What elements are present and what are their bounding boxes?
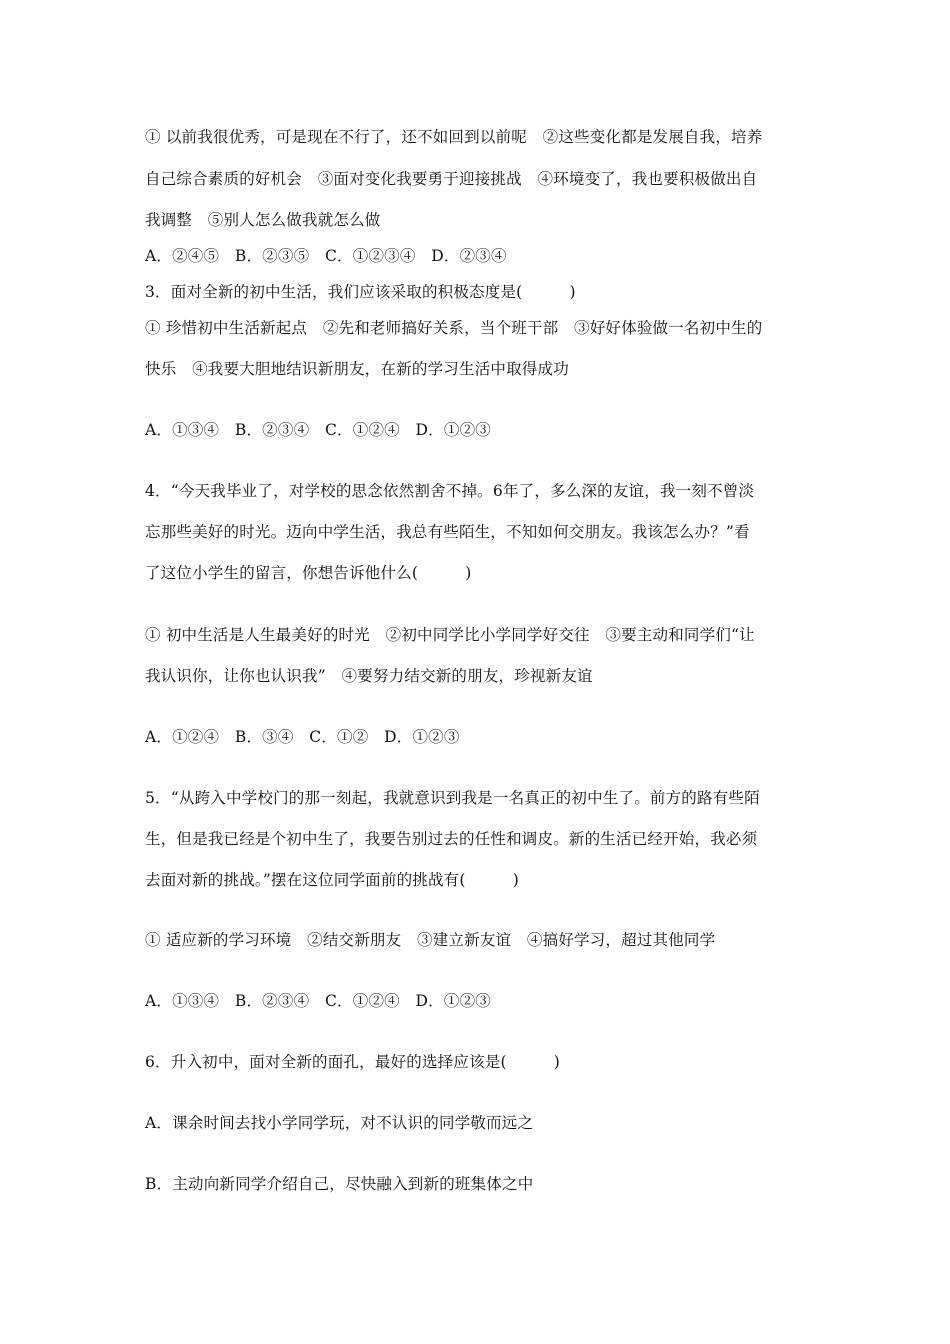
q4-options-line-1: ① 初中生活是人生最美好的时光 ②初中同学比小学同学好交往 ③要主动和同学们“让 [145, 626, 755, 644]
q4-options-line-2: 我认识你，让你也认识我” ④要努力结交新的朋友，珍视新友谊 [145, 667, 593, 685]
q3-options-line-1: ① 珍惜初中生活新起点 ②先和老师搞好关系，当个班干部 ③好好体验做一名初中生的 [145, 319, 763, 337]
q4-stem-line-2: 忘那些美好的时光。迈向中学生活，我总有些陌生，不知如何交朋友。我该怎么办？”看 [145, 523, 750, 541]
q2-options-line-3: 我调整 ⑤别人怎么做我就怎么做 [145, 211, 381, 229]
q6-option-a: A．课余时间去找小学同学玩，对不认识的同学敬而远之 [145, 1114, 534, 1132]
q6-stem: 6．升入初中，面对全新的面孔，最好的选择应该是( ) [145, 1053, 561, 1071]
q5-options-line-1: ① 适应新的学习环境 ②结交新朋友 ③建立新友谊 ④搞好学习，超过其他同学 [145, 931, 716, 949]
q5-answer-choices: A．①③④ B．②③④ C．①②④ D．①②③ [145, 992, 491, 1010]
q4-stem-line-1: 4．“今天我毕业了，对学校的思念依然割舍不掉。6年了，多么深的友谊，我一刻不曾淡 [145, 482, 755, 500]
q4-stem-line-3: 了这位小学生的留言，你想告诉他什么( ) [145, 564, 472, 582]
q3-answer-choices: A．①③④ B．②③④ C．①②④ D．①②③ [145, 421, 491, 439]
q4-answer-choices: A．①②④ B．③④ C．①② D．①②③ [145, 728, 460, 746]
q2-answer-choices: A．②④⑤ B．②③⑤ C．①②③④ D．②③④ [145, 247, 507, 265]
q3-options-line-2: 快乐 ④我要大胆地结识新朋友，在新的学习生活中取得成功 [145, 360, 569, 378]
q6-option-b: B．主动向新同学介绍自己，尽快融入到新的班集体之中 [145, 1175, 534, 1193]
q5-stem-line-1: 5．“从跨入中学校门的那一刻起，我就意识到我是一名真正的初中生了。前方的路有些陌 [145, 789, 760, 807]
q2-options-line-2: 自己综合素质的好机会 ③面对变化我要勇于迎接挑战 ④环境变了，我也要积极做出自 [145, 170, 758, 188]
q2-options-line-1: ① 以前我很优秀，可是现在不行了，还不如回到以前呢 ②这些变化都是发展自我，培养 [145, 128, 763, 146]
q3-stem: 3．面对全新的初中生活，我们应该采取的积极态度是( ) [145, 283, 576, 301]
q5-stem-line-2: 生，但是我已经是个初中生了，我要告别过去的任性和调皮。新的生活已经开始，我必须 [145, 830, 758, 848]
q5-stem-line-3: 去面对新的挑战。”摆在这位同学面前的挑战有( ) [145, 871, 519, 889]
